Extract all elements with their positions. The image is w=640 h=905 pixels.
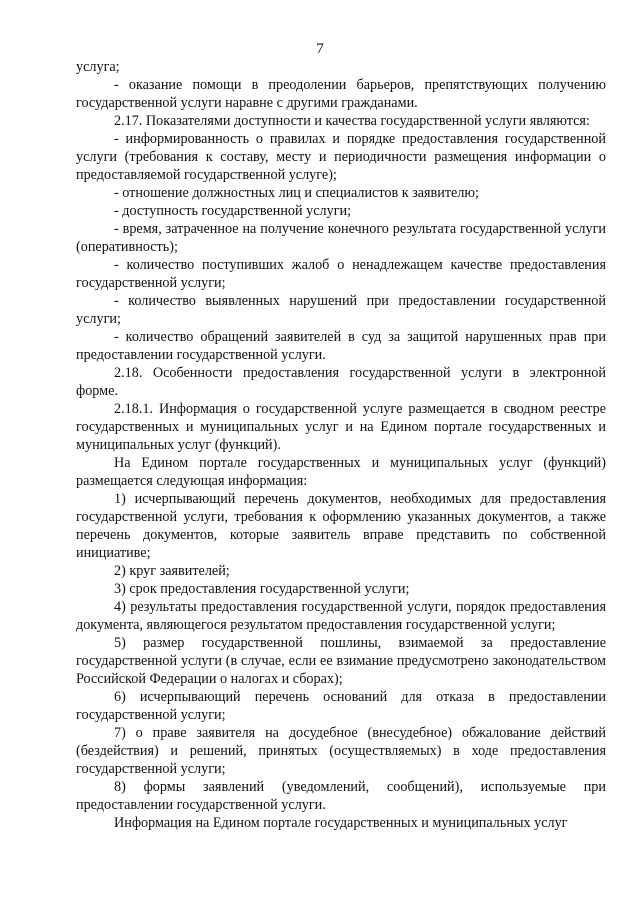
paragraph: - отношение должностных лиц и специалистов к заявителю; [114,185,479,201]
paragraph: - доступность государственной услуги; [114,203,352,219]
paragraph: 6) исчерпывающий перечень оснований для отказа в предоставлении государственной услуги; [76,689,606,723]
paragraph: - информированность о правилах и порядке предоставления государственной услуги (требования к составу, месту и периодичности размещения информации о предоставляемой государственной услуге); [76,131,606,183]
paragraph: - количество поступивших жалоб о ненадлежащем качестве предоставления государственной услуги; [76,257,606,291]
paragraph: услуга; [76,59,120,75]
document-body [76,58,606,832]
paragraph: 7) о праве заявителя на досудебное (внесудебное) обжалование действий (бездействия) и решений, принятых (осуществляемых) в ходе предоставления государственной услуги; [76,725,606,777]
page-number: 7 [316,41,324,57]
paragraph: 1) исчерпывающий перечень документов, необходимых для предоставления государственной услуги, требования к оформлению указанных документов, а также перечень документов, которые заявитель вправе представить по собственной инициативе; [76,491,606,561]
paragraph: 3) срок предоставления государственной услуги; [114,581,410,597]
paragraph: 5) размер государственной пошлины, взимаемой за предоставление государственной услуги (в случае, если ее взимание предусмотрено законодательством Российской Федерации о налогах и сборах); [76,635,606,687]
paragraph: - количество обращений заявителей в суд за защитой нарушенных прав при предоставлении государственной услуги. [76,329,606,363]
paragraph: 2) круг заявителей; [114,563,230,579]
paragraph: 4) результаты предоставления государственной услуги, порядок предоставления документа, являющегося результатом предоставления государственной услуги; [76,599,606,633]
paragraph: 2.17. Показателями доступности и качества государственной услуги являются: [114,113,590,129]
paragraph: - количество выявленных нарушений при предоставлении государственной услуги; [76,293,606,327]
paragraph: 8) формы заявлений (уведомлений, сообщений), используемые при предоставлении государственной услуги. [76,779,606,813]
paragraph: 2.18. Особенности предоставления государственной услуги в электронной форме. [76,365,606,399]
paragraph: - оказание помощи в преодолении барьеров, препятствующих получению государственной услуги наравне с другими гражданами. [76,77,606,111]
paragraph: 2.18.1. Информация о государственной услуге размещается в сводном реестре государственных и муниципальных услуг и на Едином портале государственных и муниципальных услуг (функций). [76,401,606,453]
paragraph: - время, затраченное на получение конечного результата государственной услуги (оперативность); [76,221,606,255]
paragraph: Информация на Едином портале государственных и муниципальных услуг [114,815,568,831]
paragraph: На Едином портале государственных и муниципальных услуг (функций) размещается следующая информация: [76,455,606,489]
